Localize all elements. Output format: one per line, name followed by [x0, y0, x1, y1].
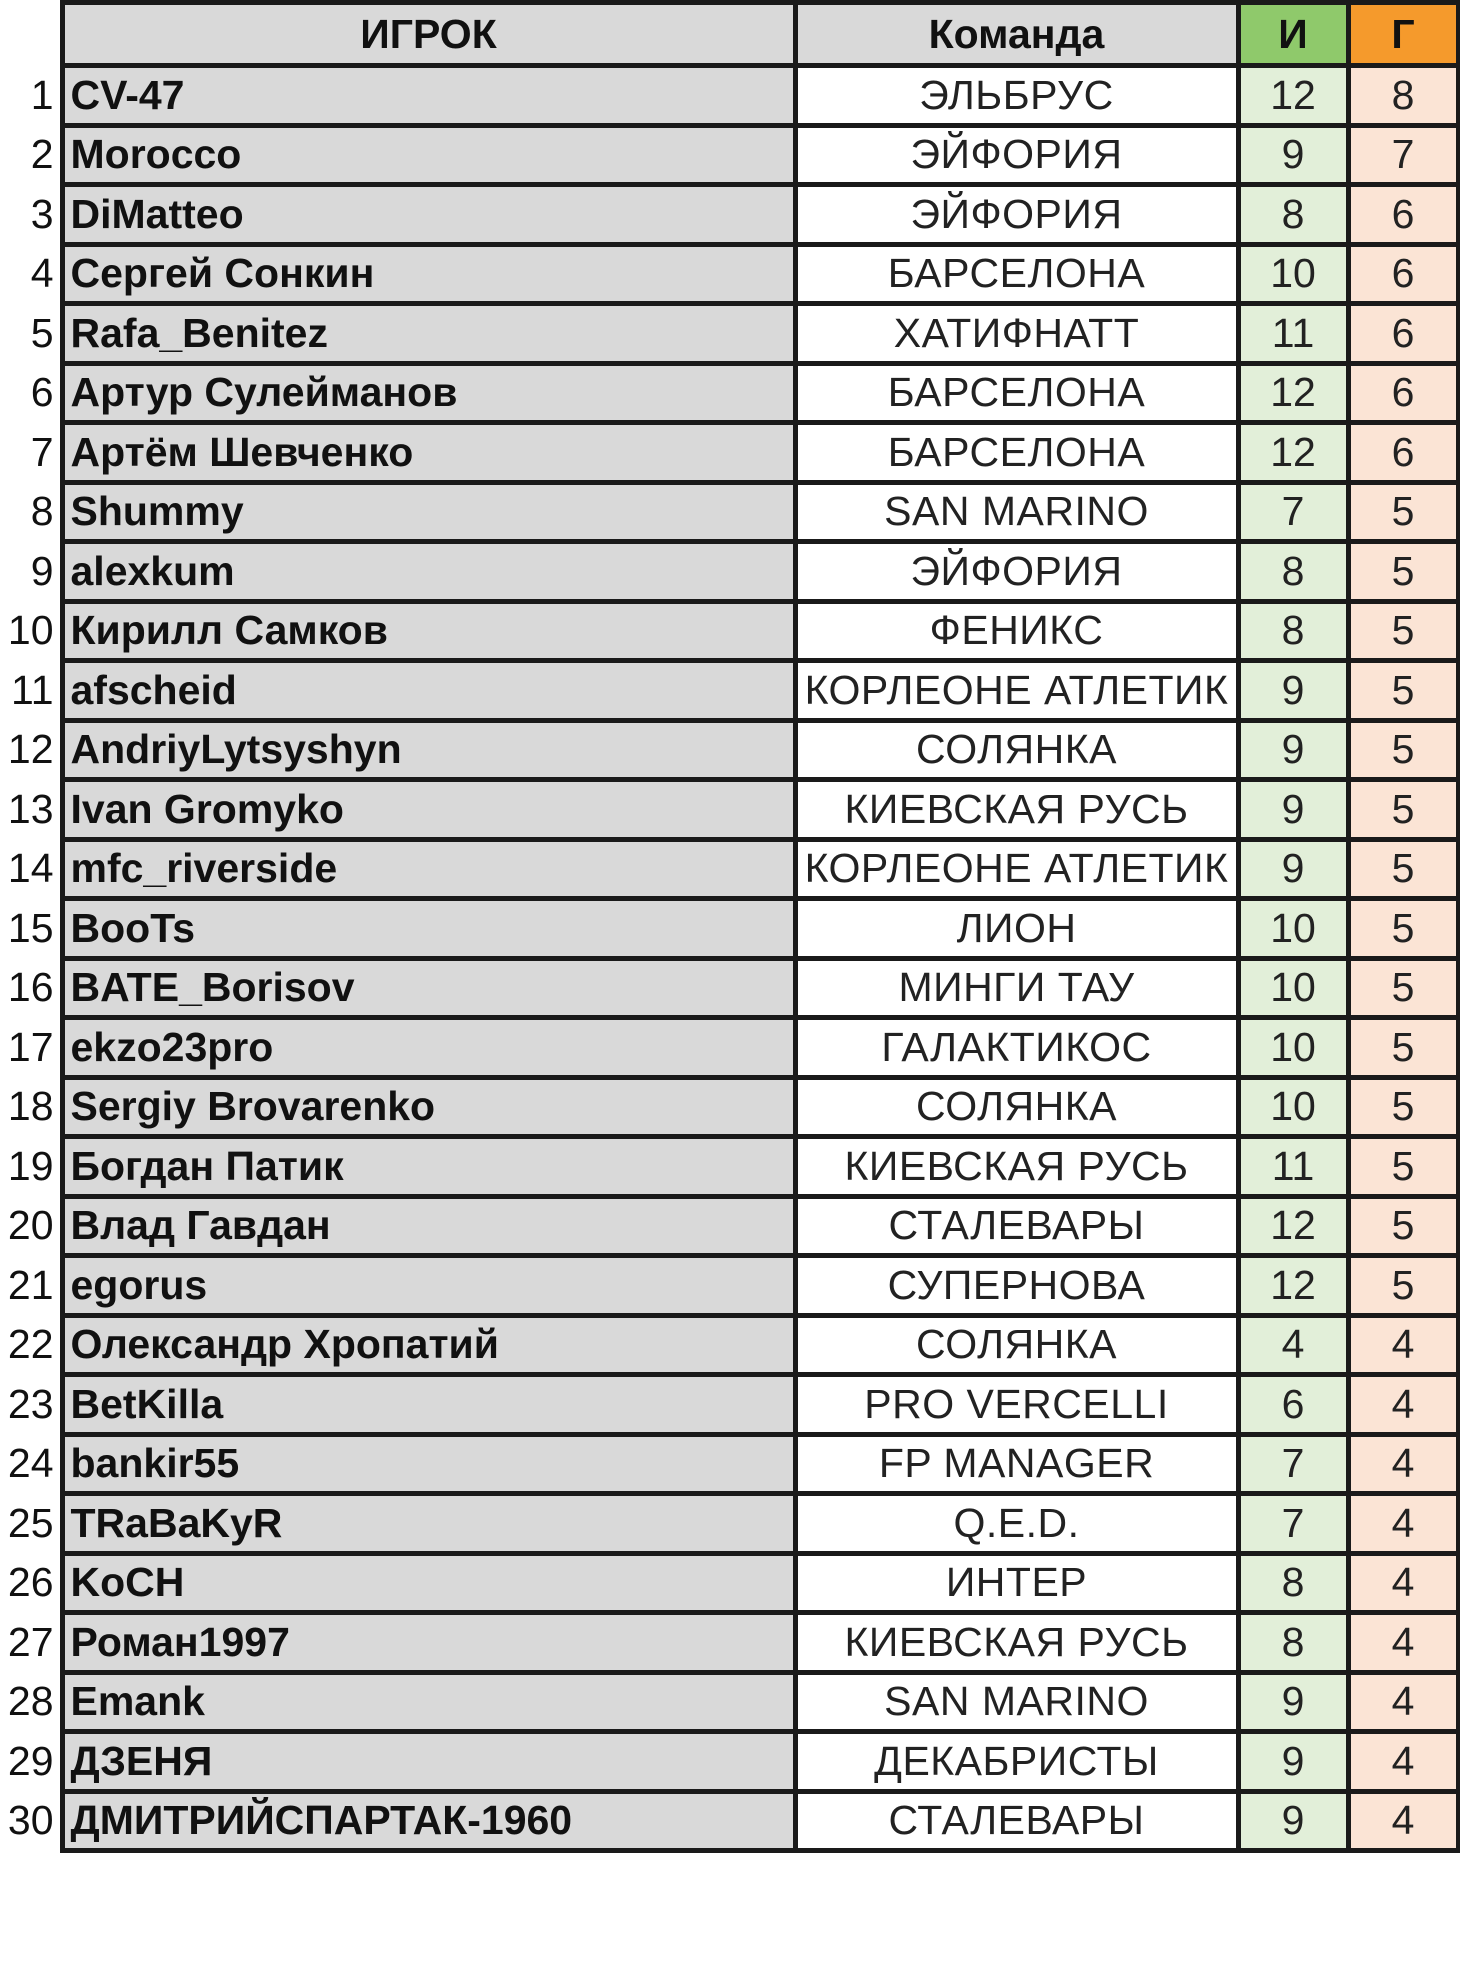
rank-header [0, 3, 62, 66]
goals-count: 4 [1348, 1494, 1458, 1554]
table-row [0, 720, 1458, 780]
games-count: 4 [1238, 1315, 1348, 1375]
rank-cell: 10 [7, 607, 54, 654]
table-row [0, 1613, 1458, 1673]
goals-count: 5 [1348, 1018, 1458, 1078]
player-name: ДМИТРИЙСПАРТАК-1960 [62, 1791, 795, 1851]
team-name: БАРСЕЛОНА [795, 363, 1238, 423]
rank-cell: 30 [7, 1797, 54, 1844]
table-row [0, 482, 1458, 542]
goals-count: 6 [1348, 304, 1458, 364]
rank-cell: 5 [30, 309, 54, 356]
rank-cell: 28 [7, 1678, 54, 1725]
player-name: mfc_riverside [62, 839, 795, 899]
table-row [0, 780, 1458, 840]
games-count: 9 [1238, 661, 1348, 721]
player-header: ИГРОК [62, 3, 795, 66]
player-name: Shummy [62, 482, 795, 542]
rank-cell: 20 [7, 1202, 54, 1249]
goals-count: 4 [1348, 1434, 1458, 1494]
player-name: Влад Гавдан [62, 1196, 795, 1256]
games-count: 8 [1238, 1613, 1348, 1673]
player-name: Артур Сулейманов [62, 363, 795, 423]
games-count: 8 [1238, 185, 1348, 245]
player-name: Сергей Сонкин [62, 244, 795, 304]
player-name: Morocco [62, 125, 795, 185]
games-count: 9 [1238, 720, 1348, 780]
goals-count: 5 [1348, 1256, 1458, 1316]
rank-cell: 8 [30, 488, 54, 535]
rank-cell: 6 [30, 369, 54, 416]
games-count: 7 [1238, 482, 1348, 542]
table-row [0, 363, 1458, 423]
goals-count: 5 [1348, 482, 1458, 542]
games-count: 7 [1238, 1494, 1348, 1554]
player-name: alexkum [62, 542, 795, 602]
goals-count: 5 [1348, 601, 1458, 661]
team-name: СУПЕРНОВА [795, 1256, 1238, 1316]
table-row [0, 423, 1458, 483]
table-row [0, 185, 1458, 245]
games-count: 8 [1238, 1553, 1348, 1613]
goals-count: 5 [1348, 720, 1458, 780]
games-count: 9 [1238, 780, 1348, 840]
games-count: 12 [1238, 423, 1348, 483]
table-row [0, 125, 1458, 185]
player-name: Sergiy Brovarenko [62, 1077, 795, 1137]
games-count: 11 [1238, 1137, 1348, 1197]
table-row [0, 542, 1458, 602]
player-name: ekzo23pro [62, 1018, 795, 1078]
games-count: 6 [1238, 1375, 1348, 1435]
games-count: 7 [1238, 1434, 1348, 1494]
player-name: TRaBaKyR [62, 1494, 795, 1554]
table-row [0, 66, 1458, 126]
player-name: Богдан Патик [62, 1137, 795, 1197]
team-name: ЭЛЬБРУС [795, 66, 1238, 126]
player-name: BATE_Borisov [62, 958, 795, 1018]
team-name: СТАЛЕВАРЫ [795, 1196, 1238, 1256]
goals-count: 5 [1348, 661, 1458, 721]
goals-count: 5 [1348, 780, 1458, 840]
table-row [0, 958, 1458, 1018]
team-name: СОЛЯНКА [795, 720, 1238, 780]
table-row [0, 1434, 1458, 1494]
player-name: ДЗЕНЯ [62, 1732, 795, 1792]
goals-count: 4 [1348, 1553, 1458, 1613]
team-name: МИНГИ ТАУ [795, 958, 1238, 1018]
goals-count: 4 [1348, 1315, 1458, 1375]
player-name: Роман1997 [62, 1613, 795, 1673]
goals-count: 8 [1348, 66, 1458, 126]
goals-count: 7 [1348, 125, 1458, 185]
team-name: ДЕКАБРИСТЫ [795, 1732, 1238, 1792]
goals-count: 4 [1348, 1732, 1458, 1792]
rank-cell: 29 [7, 1737, 54, 1784]
table-row [0, 1553, 1458, 1613]
games-count: 10 [1238, 958, 1348, 1018]
rank-cell: 13 [7, 785, 54, 832]
games-count: 9 [1238, 1732, 1348, 1792]
table-row [0, 1256, 1458, 1316]
table-row [0, 601, 1458, 661]
team-name: ГАЛАКТИКОС [795, 1018, 1238, 1078]
team-name: КИЕВСКАЯ РУСЬ [795, 780, 1238, 840]
rank-cell: 23 [7, 1380, 54, 1427]
player-name: AndriyLytsyshyn [62, 720, 795, 780]
rank-cell: 22 [7, 1321, 54, 1368]
rank-cell: 7 [30, 428, 54, 475]
goals-count: 6 [1348, 244, 1458, 304]
games-count: 12 [1238, 1256, 1348, 1316]
team-name: SAN MARINO [795, 482, 1238, 542]
goals-count: 6 [1348, 185, 1458, 245]
team-name: КОРЛЕОНЕ АТЛЕТИК [795, 839, 1238, 899]
team-name: КОРЛЕОНЕ АТЛЕТИК [795, 661, 1238, 721]
goals-count: 4 [1348, 1791, 1458, 1851]
team-name: БАРСЕЛОНА [795, 423, 1238, 483]
rank-cell: 11 [10, 666, 54, 713]
table-row [0, 1137, 1458, 1197]
games-count: 8 [1238, 601, 1348, 661]
table-row [0, 1791, 1458, 1851]
player-name: Артём Шевченко [62, 423, 795, 483]
team-name: БАРСЕЛОНА [795, 244, 1238, 304]
games-count: 9 [1238, 839, 1348, 899]
player-name: Ivan Gromyko [62, 780, 795, 840]
goals-count: 4 [1348, 1375, 1458, 1435]
table-row [0, 1494, 1458, 1554]
games-count: 9 [1238, 125, 1348, 185]
rank-cell: 25 [7, 1499, 54, 1546]
team-name: КИЕВСКАЯ РУСЬ [795, 1137, 1238, 1197]
games-count: 12 [1238, 66, 1348, 126]
goals-count: 5 [1348, 1196, 1458, 1256]
player-name: DiMatteo [62, 185, 795, 245]
player-name: Emank [62, 1672, 795, 1732]
goals-count: 4 [1348, 1613, 1458, 1673]
goals-count: 5 [1348, 958, 1458, 1018]
goals-count: 6 [1348, 363, 1458, 423]
rank-cell: 27 [7, 1618, 54, 1665]
rank-cell: 18 [7, 1083, 54, 1130]
table-row [0, 304, 1458, 364]
goals-count: 5 [1348, 899, 1458, 959]
rank-cell: 1 [30, 71, 54, 118]
table-row [0, 1315, 1458, 1375]
rank-cell: 9 [30, 547, 54, 594]
player-name: KoCH [62, 1553, 795, 1613]
table-row [0, 1077, 1458, 1137]
goals-count: 5 [1348, 839, 1458, 899]
team-name: СОЛЯНКА [795, 1077, 1238, 1137]
games-count: 10 [1238, 244, 1348, 304]
player-name: BetKilla [62, 1375, 795, 1435]
rank-cell: 17 [7, 1023, 54, 1070]
player-name: Кирилл Самков [62, 601, 795, 661]
team-name: ХАТИФНАТТ [795, 304, 1238, 364]
team-name: ЛИОН [795, 899, 1238, 959]
rank-cell: 3 [30, 190, 54, 237]
player-name: CV-47 [62, 66, 795, 126]
rank-cell: 15 [7, 904, 54, 951]
table-body [0, 66, 1458, 1851]
games-count: 11 [1238, 304, 1348, 364]
rank-cell: 16 [7, 964, 54, 1011]
rank-cell: 19 [7, 1142, 54, 1189]
team-name: Q.E.D. [795, 1494, 1238, 1554]
team-header: Команда [795, 3, 1238, 66]
goals-count: 4 [1348, 1672, 1458, 1732]
games-count: 12 [1238, 363, 1348, 423]
goals-count: 5 [1348, 1077, 1458, 1137]
team-name: ЭЙФОРИЯ [795, 185, 1238, 245]
goals-count: 5 [1348, 1137, 1458, 1197]
games-count: 10 [1238, 899, 1348, 959]
rank-cell: 2 [30, 131, 54, 178]
goals-count: 5 [1348, 542, 1458, 602]
rank-cell: 26 [7, 1559, 54, 1606]
games-count: 10 [1238, 1077, 1348, 1137]
table-row [0, 1672, 1458, 1732]
rank-cell: 14 [7, 845, 54, 892]
header-row [0, 3, 1458, 66]
rank-cell: 21 [7, 1261, 54, 1308]
team-name: FP MANAGER [795, 1434, 1238, 1494]
table-row [0, 1196, 1458, 1256]
player-name: afscheid [62, 661, 795, 721]
team-name: ЭЙФОРИЯ [795, 125, 1238, 185]
team-name: SAN MARINO [795, 1672, 1238, 1732]
player-name: Rafa_Benitez [62, 304, 795, 364]
games-count: 12 [1238, 1196, 1348, 1256]
player-name: Олександр Хропатий [62, 1315, 795, 1375]
player-name: bankir55 [62, 1434, 795, 1494]
goals-count: 6 [1348, 423, 1458, 483]
games-count: 10 [1238, 1018, 1348, 1078]
games-count: 9 [1238, 1791, 1348, 1851]
games-count: 9 [1238, 1672, 1348, 1732]
rank-cell: 24 [7, 1440, 54, 1487]
table-row [0, 1375, 1458, 1435]
team-name: ИНТЕР [795, 1553, 1238, 1613]
team-name: КИЕВСКАЯ РУСЬ [795, 1613, 1238, 1673]
player-name: BooTs [62, 899, 795, 959]
table-row [0, 1732, 1458, 1792]
goals-header: Г [1348, 3, 1458, 66]
table-row [0, 899, 1458, 959]
team-name: ЭЙФОРИЯ [795, 542, 1238, 602]
table-row [0, 839, 1458, 899]
team-name: ФЕНИКС [795, 601, 1238, 661]
table-row [0, 661, 1458, 721]
team-name: PRO VERCELLI [795, 1375, 1238, 1435]
rank-cell: 4 [30, 250, 54, 297]
games-count: 8 [1238, 542, 1348, 602]
team-name: СТАЛЕВАРЫ [795, 1791, 1238, 1851]
rank-cell: 12 [7, 726, 54, 773]
team-name: СОЛЯНКА [795, 1315, 1238, 1375]
table-row [0, 1018, 1458, 1078]
games-header: И [1238, 3, 1348, 66]
player-name: egorus [62, 1256, 795, 1316]
table-row [0, 244, 1458, 304]
